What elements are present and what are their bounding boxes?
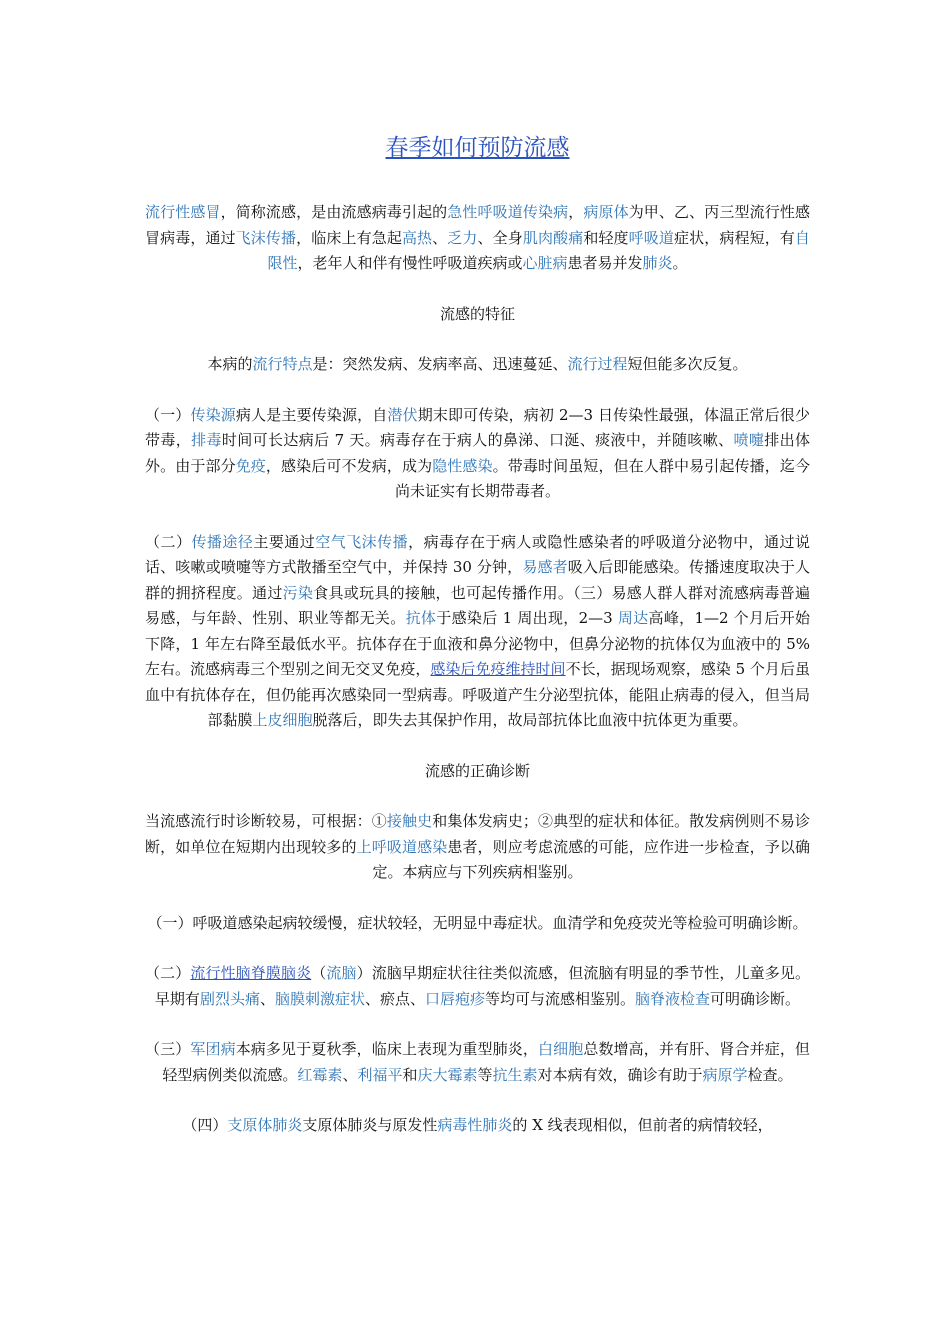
paragraph (145, 1037, 810, 1088)
term-link[interactable]: 剧烈头痛 (199, 989, 260, 1008)
text-run: 和轻度 (583, 228, 629, 247)
text-run: 不长，据现场观察，感染 5 个月后虽血中有抗体存在，但仍能再次感染同一型病毒。呼吸道产生分泌型抗体，能阻止病毒的侵入，但当局部黏膜 (145, 660, 810, 729)
text-run: ）流脑早期症状往往类似流感，但流脑有明显的季节性，儿童多见。早期有 (154, 964, 810, 1008)
term-link[interactable]: 呼吸道 (628, 228, 675, 247)
term-link[interactable]: 红霉素 (297, 1065, 343, 1084)
term-link[interactable]: 潜伏 (387, 405, 418, 424)
term-link[interactable]: 乏力 (447, 228, 478, 247)
term-link[interactable]: 接触史 (386, 812, 433, 830)
text-run: 、 (432, 228, 448, 247)
term-link[interactable]: 高热 (401, 228, 433, 247)
text-run: 吸入后即能感染。传播速度取决于人群的拥挤程度。通过 (145, 558, 810, 602)
text-run: 患者，则应考虑流感的可能，应作进一步检查，予以确定。本病应与下列疾病相鉴别。 (372, 837, 810, 881)
text-run: 主要通过 (253, 532, 316, 551)
term-link[interactable]: 庆大霉素 (417, 1065, 478, 1084)
term-link[interactable]: 肺炎 (642, 254, 673, 272)
term-link[interactable]: 急性呼吸道传染病 (447, 203, 569, 221)
text-run: 、全身 (477, 228, 523, 247)
text-run: 排出体外。由于部分 (145, 431, 810, 475)
text-run: 对本病有效，确诊有助于 (537, 1065, 703, 1084)
term-link[interactable]: 抗体 (405, 609, 437, 627)
text-run: 为甲、乙、丙三型流行性感冒病毒，通过 (145, 203, 810, 247)
text-run: 、瘀点、 (364, 989, 425, 1008)
text-run: （二） (145, 532, 192, 551)
text-run: 等均可与流感相鉴别。 (485, 989, 636, 1008)
text-run: （三） (145, 1040, 191, 1058)
text-run: 食具或玩具的接触，也可起传播作用。（三）易感人群人群对流感病毒普遍易感，与年龄、性别、职业等都无关。 (145, 583, 810, 627)
section-heading (145, 759, 810, 785)
text-run: 检查。 (747, 1065, 793, 1084)
paragraph (145, 530, 810, 734)
term-link[interactable]: 抗生素 (492, 1065, 538, 1084)
term-link[interactable]: 上呼吸道感染 (356, 837, 448, 856)
term-link[interactable]: 传播途径 (191, 532, 254, 551)
document-page (145, 130, 810, 1164)
term-link[interactable]: 易感者 (522, 558, 568, 576)
text-run: ，老年人和伴有慢性呼吸道疾病或 (297, 254, 523, 272)
term-link[interactable]: 白细胞 (537, 1040, 584, 1058)
text-run: 、 (342, 1065, 358, 1084)
text-run: 支原体肺炎与原发性 (302, 1116, 438, 1134)
text-run: ， (568, 203, 584, 221)
text-run: 当流感流行时诊断较易，可根据：① (145, 812, 387, 830)
term-link[interactable]: 飞沫传播 (235, 228, 297, 247)
text-run: 是：突然发病、发病率高、迅速蔓延、 (312, 355, 568, 373)
text-run: （一）呼吸道感染起病较缓慢，症状较轻，无明显中毒症状。血清学和免疫荧光等检验可明确诊断。 (147, 913, 808, 932)
text-run: ，临床上有急起 (296, 228, 402, 247)
text-run: 。 (672, 254, 688, 272)
term-link[interactable]: 流脑 (326, 964, 357, 982)
term-link[interactable]: 隐性感染 (432, 456, 493, 475)
term-link[interactable]: 传染源 (190, 405, 236, 424)
term-link[interactable]: 免疫 (235, 456, 266, 475)
term-link[interactable]: 利福平 (357, 1065, 403, 1084)
paragraph (145, 809, 810, 886)
term-link[interactable]: 脑膜刺激症状 (274, 989, 365, 1008)
paragraph (145, 200, 810, 277)
term-link[interactable]: 流行过程 (567, 355, 628, 373)
text-run: 的 X 线表现相似，但前者的病情较轻， (512, 1116, 773, 1134)
text-run: 本病的 (207, 355, 253, 373)
text-run: 可明确诊断。 (710, 989, 801, 1008)
text-run: （四） (182, 1116, 228, 1134)
underlined-link[interactable]: 流行性脑脊膜脑炎 (190, 964, 312, 982)
text-run: 。带毒时间虽短，但在人群中易引起传播，迄今尚未证实有长期带毒者。 (394, 456, 810, 500)
text-run: 高峰，1—2 个月后开始下降，1 年左右降至最低水平。抗体存在于血液和鼻分泌物中，但鼻分泌物的抗体仅为血液中的 5%左右。流感病毒三个型别之间无交叉免疫， (145, 609, 810, 678)
text-run: 和集体发病史；②典型的症状和体征。散发病例则不易诊断，如单位在短期内出现较多的 (145, 812, 810, 856)
text-run: ，病毒存在于病人或隐性感染者的呼吸道分泌物中，通过说话、咳嗽或喷嚏等方式散播至空气中，并保持 30 分钟， (145, 532, 810, 576)
text-run: 患者易并发 (567, 254, 643, 272)
text-run: 短但能多次反复。 (627, 355, 748, 373)
text-run: 病人是主要传染源，自 (235, 405, 388, 424)
term-link[interactable]: 流行性感冒 (145, 203, 221, 221)
text-run: ，简称流感，是由流感病毒引起的 (220, 203, 448, 221)
term-link[interactable]: 病毒性肺炎 (437, 1116, 513, 1134)
text-run: 流感的正确诊断 (424, 761, 530, 780)
text-run: 总数增高，并有肝、肾合并症，但轻型病例类似流感。 (162, 1040, 810, 1084)
text-run: ，感染后可不发病，成为 (265, 456, 433, 475)
term-link[interactable]: 肌肉酸痛 (522, 228, 584, 247)
term-link[interactable]: 污染 (282, 583, 314, 602)
text-run: 本病多见于夏秋季，临床上表现为重型肺炎， (235, 1040, 538, 1058)
text-run: 和 (402, 1065, 418, 1084)
term-link[interactable]: 周达 (617, 609, 649, 627)
term-link[interactable]: 病原学 (702, 1065, 748, 1084)
text-run: （二） (145, 964, 191, 982)
paragraph (145, 403, 810, 505)
section-heading (145, 302, 810, 328)
document-body (145, 200, 810, 1139)
paragraph (145, 961, 810, 1012)
term-link[interactable]: 口唇疱疹 (425, 989, 486, 1008)
text-run: 于感染后 1 周出现，2—3 (436, 609, 618, 627)
text-run: 脱落后，即失去其保护作用，故局部抗体比血液中抗体更为重要。 (312, 711, 748, 729)
term-link[interactable]: 流行特点 (252, 355, 313, 373)
term-link[interactable]: 支原体肺炎 (227, 1116, 303, 1134)
term-link[interactable]: 喷嚏 (733, 431, 765, 449)
paragraph (145, 352, 810, 378)
underlined-link[interactable]: 感染后免疫维持时间 (430, 660, 566, 678)
text-run: 期末即可传染，病初 2—3 日传染性最强，体温正常后很少带毒， (145, 405, 810, 449)
term-link[interactable]: 脑脊液检查 (635, 989, 711, 1008)
text-run: 等 (477, 1065, 493, 1084)
term-link[interactable]: 上皮细胞 (252, 711, 313, 729)
term-link[interactable]: 军团病 (190, 1040, 236, 1058)
text-run: （一） (145, 405, 191, 424)
term-link[interactable]: 空气飞沫传播 (315, 532, 409, 551)
term-link[interactable]: 排毒 (191, 431, 222, 449)
term-link[interactable]: 自限性 (267, 228, 810, 272)
text-run: 时间可长达病后 7 天。病毒存在于病人的鼻涕、口涎、痰液中，并随咳嗽、 (221, 431, 734, 449)
text-run: 、 (259, 989, 275, 1008)
document-title[interactable]: 春季如何预防流感 (385, 135, 570, 161)
term-link[interactable]: 心脏病 (522, 254, 568, 272)
term-link[interactable]: 病原体 (583, 203, 629, 221)
text-run: 症状，病程短，有 (674, 228, 795, 247)
paragraph (145, 1113, 810, 1139)
text-run: （ (311, 964, 327, 982)
paragraph (145, 911, 810, 937)
text-run: 流感的特征 (439, 304, 515, 323)
